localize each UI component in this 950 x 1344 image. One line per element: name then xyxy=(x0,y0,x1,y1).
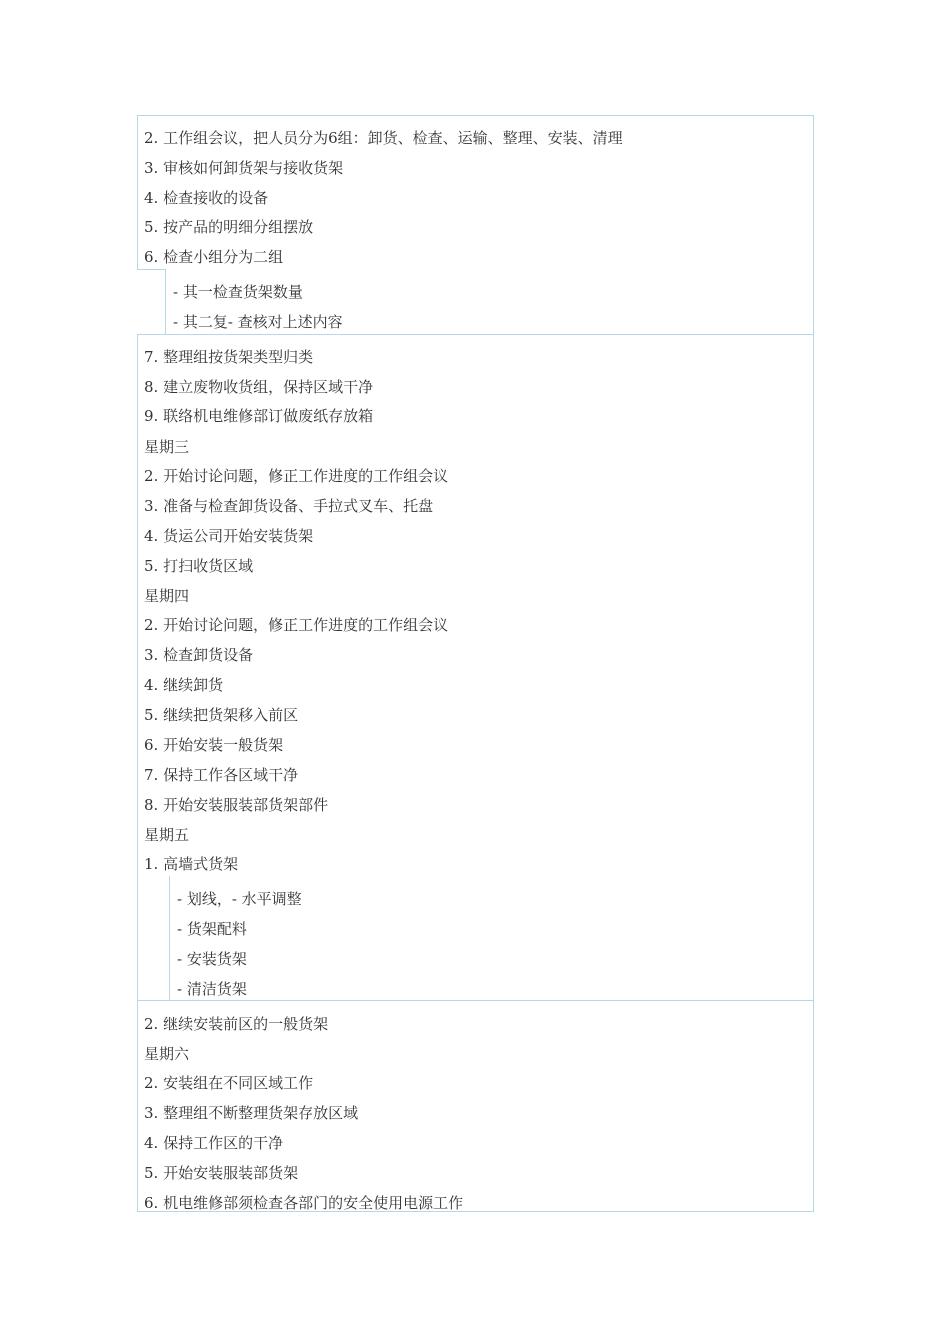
sub-list-item: - 其二复- 查核对上述内容 xyxy=(173,313,343,331)
sub-list-item: - 安装货架 xyxy=(177,950,247,968)
list-item: 6. 检查小组分为二组 xyxy=(144,248,284,266)
list-item: 9. 联络机电维修部订做废纸存放箱 xyxy=(144,407,374,425)
list-item: 5. 按产品的明细分组摆放 xyxy=(144,218,314,236)
list-item: 8. 建立废物收货组，保持区域干净 xyxy=(144,378,374,396)
list-item: 3. 准备与检查卸货设备、手拉式叉车、托盘 xyxy=(144,497,434,515)
list-item: 7. 保持工作各区域干净 xyxy=(144,766,299,784)
sub-list-divider xyxy=(169,876,170,1002)
list-item: 7. 整理组按货架类型归类 xyxy=(144,348,314,366)
list-item: 5. 开始安装服装部货架 xyxy=(144,1164,299,1182)
list-item: 2. 开始讨论问题，修正工作进度的工作组会议 xyxy=(144,616,449,634)
list-item: 3. 审核如何卸货架与接收货架 xyxy=(144,159,344,177)
list-item: 2. 安装组在不同区域工作 xyxy=(144,1074,314,1092)
sub-list-item: - 货架配料 xyxy=(177,920,247,938)
list-item: 4. 货运公司开始安装货架 xyxy=(144,527,314,545)
day-heading: 星期四 xyxy=(144,587,190,605)
list-item: 4. 保持工作区的干净 xyxy=(144,1134,284,1152)
day-heading: 星期六 xyxy=(144,1045,190,1063)
list-item: 8. 开始安装服装部货架部件 xyxy=(144,796,329,814)
list-item: 6. 机电维修部须检查各部门的安全使用电源工作 xyxy=(144,1194,464,1212)
list-item: 5. 打扫收货区域 xyxy=(144,557,254,575)
day-heading: 星期三 xyxy=(144,438,190,456)
list-item: 4. 继续卸货 xyxy=(144,676,224,694)
sub-list-item: - 清洁货架 xyxy=(177,980,247,998)
sub-list-item: - 划线，- 水平调整 xyxy=(177,890,302,908)
list-item: 2. 工作组会议，把人员分为6组：卸货、检查、运输、整理、安装、清理 xyxy=(144,129,623,147)
list-item: 6. 开始安装一般货架 xyxy=(144,736,284,754)
list-item: 1. 高墙式货架 xyxy=(144,855,239,873)
day-heading: 星期五 xyxy=(144,826,190,844)
list-item: 2. 开始讨论问题，修正工作进度的工作组会议 xyxy=(144,467,449,485)
sub-list-item: - 其一检查货架数量 xyxy=(173,283,303,301)
list-item: 5. 继续把货架移入前区 xyxy=(144,706,299,724)
list-item: 3. 整理组不断整理货架存放区域 xyxy=(144,1104,359,1122)
list-item: 3. 检查卸货设备 xyxy=(144,646,254,664)
list-item: 2. 继续安装前区的一般货架 xyxy=(144,1015,329,1033)
list-item: 4. 检查接收的设备 xyxy=(144,189,269,207)
